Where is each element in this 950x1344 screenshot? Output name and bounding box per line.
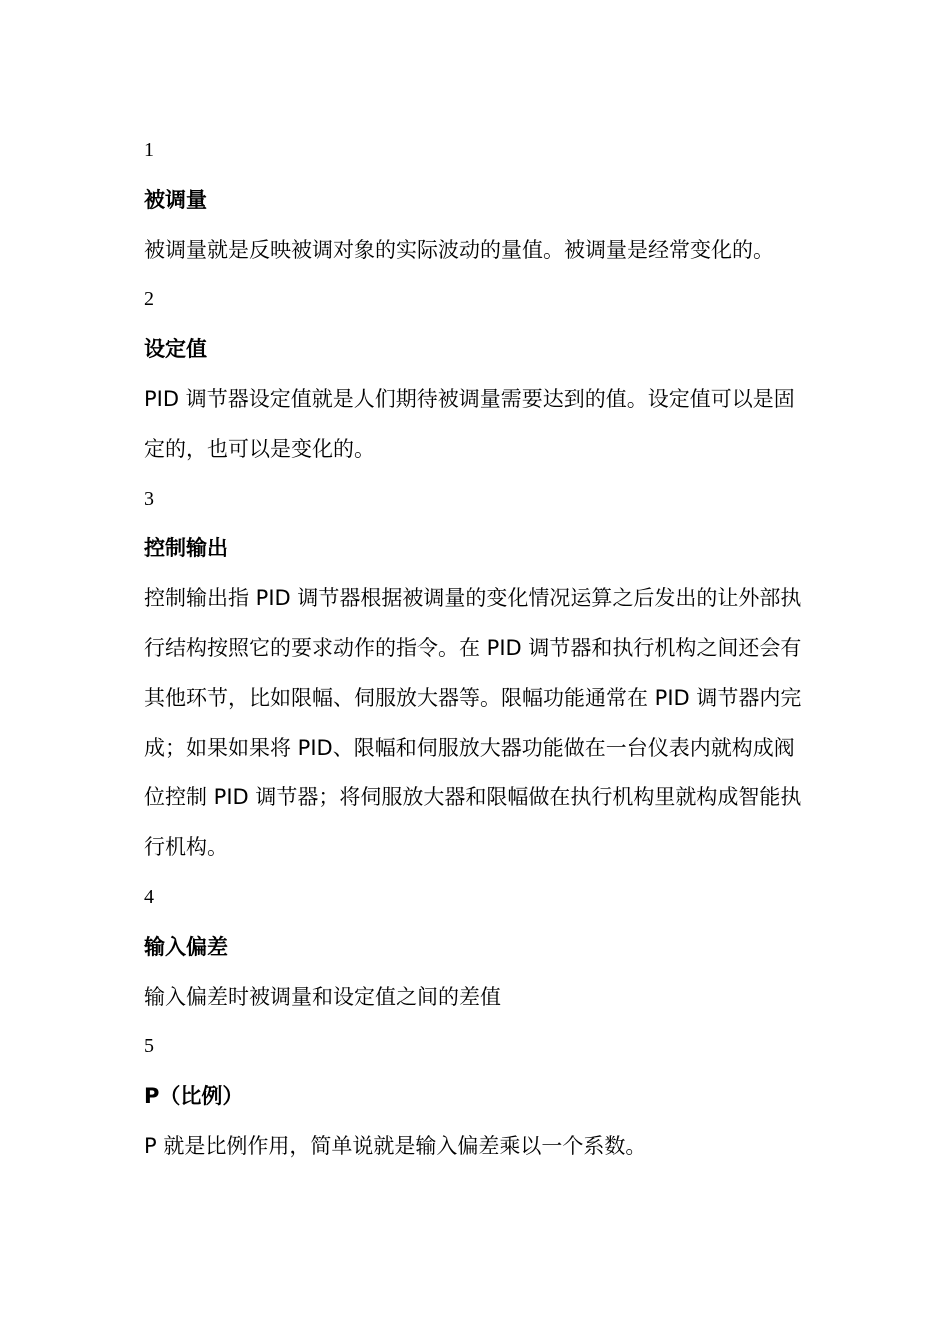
section-description: 控制输出指 PID 调节器根据被调量的变化情况运算之后发出的让外部执行结构按照它的要求动作的指令。在 PID 调节器和执行机构之间还会有其他环节，比如限幅、伺服放大器等。限幅功能通常在 PID 调节器内完成；如果如果将 PID、限幅和伺服放大器功能做在一台仪表内就构成阀位控制 PID 调节器；将伺服放大器和限幅做在执行机构里就构成智能执行机构。 [144, 586, 802, 860]
document-body [144, 126, 814, 1172]
section-term: 控制输出 [144, 536, 228, 561]
section-number: 4 [144, 885, 154, 908]
section-term: 被调量 [144, 187, 207, 212]
section-description: 被调量就是反映被调对象的实际波动的量值。被调量是经常变化的。 [144, 237, 774, 262]
section-description: P 就是比例作用，简单说就是输入偏差乘以一个系数。 [144, 1133, 647, 1158]
section-description: PID 调节器设定值就是人们期待被调量需要达到的值。设定值可以是固定的，也可以是变化的。 [144, 386, 795, 461]
section-number: 5 [144, 1035, 154, 1058]
section-number: 3 [144, 487, 154, 510]
section-number: 2 [144, 288, 154, 311]
section-term: P（比例） [144, 1084, 244, 1109]
section-number: 1 [144, 139, 154, 161]
section-term: 设定值 [144, 337, 207, 362]
section-description: 输入偏差时被调量和设定值之间的差值 [144, 984, 501, 1009]
section-term: 输入偏差 [144, 934, 228, 959]
